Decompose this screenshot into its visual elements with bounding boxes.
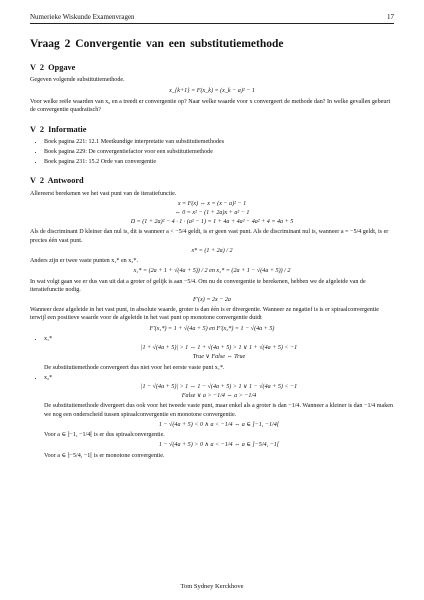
question-title: Vraag 2 Convergentie van een substitutiemethode: [30, 38, 284, 50]
bullet1-text: De substitutiemethode convergeert dus niet voor het eerste vaste punt x₁*.: [44, 364, 225, 371]
antwoord-eq5: x₁* = (2a + 1 + √(4a + 5)) / 2 en x₂* = (2a + 1 − √(4a + 5)) / 2: [133, 268, 291, 275]
section-heading-informatie: V 2 Informatie: [30, 124, 87, 134]
header-rule: [30, 23, 394, 24]
bullet-label: x₁*: [44, 335, 53, 342]
opgave-question: Voor welke reële waarden van x₀ en a treedt er convergentie op? Naar welke waarde voor x convergeert de methode dan? In welke gevallen gebeurt de convergentie quadratisch?: [30, 99, 391, 114]
bullet2-eq3: 1 − √(4a + 5) < 0 ∧ a < −1/4 ⇔ a ∈ ]−1, −1/4[: [158, 421, 280, 428]
antwoord-p1: Allereerst berekenen we het vast punt van de iteratiefunctie.: [30, 190, 177, 197]
page-content: [30, 37, 394, 462]
antwoord-eq7: F′(x₁*) = 1 + √(4a + 5) en F′(x₂*) = 1 − √(4a + 5): [149, 325, 275, 332]
fixed-point-list: [30, 335, 394, 460]
bullet1-eq1: |1 + √(4a + 5)| > 1 ⇔ 1 + √(4a + 5) > 1 ∨ 1 + √(4a + 5) < −1: [140, 345, 298, 352]
running-head-title: Numerieke Wiskunde Examenvragen: [30, 13, 135, 21]
antwoord-eq2: ⇔ 0 = x² − (1 + 2a)x + a² − 1: [174, 210, 250, 217]
list-item: [44, 374, 394, 460]
bullet1-eq2: True ∨ False ⇔ True: [192, 354, 246, 361]
antwoord-eq4: x* = (1 + 2a) / 2: [191, 247, 233, 254]
list-item: [44, 335, 394, 372]
bullet2-eq4: 1 − √(4a + 5) > 0 ∧ a < −1/4 ⇔ a ∈ ]−5/4, −1[: [158, 442, 280, 449]
list-item: • Boek pagina 221: 12.1 Meetkundige interpretatie van substitutiemethodes: [44, 138, 394, 146]
bullet2-eq1: |1 − √(4a + 5)| > 1 ⇔ 1 − √(4a + 5) > 1 ∨ 1 − √(4a + 5) < −1: [140, 383, 298, 390]
antwoord-p2: Als de discriminant D kleiner dan nul is, dit is wanneer a < −5/4 geldt, is er geen vast punt. Als de discriminant nul is, wanneer a = −5/4 geldt, is er precies één vast punt.: [30, 229, 389, 244]
antwoord-p3: Anders zijn er twee vaste punten x₁* en x₂*.: [30, 258, 138, 265]
bullet2-text: De substitutiemethode divergeert dus ook voor het tweede vaste punt, maar enkel als a groter is dan −1/4. Wanneer a kleiner is dan −1/4 maken we nog een onderscheid tussen spiraalconvergentie en monotone convergentie.: [44, 403, 393, 418]
section-heading-opgave: V 2 Opgave: [30, 62, 76, 72]
antwoord-p5: Wanneer deze afgeleide in het vast punt, in absolute waarde, groter is dan één is er divergentie. Wanneer ze negatief is is er spiraalconvergentie terwijl een positieve waarde voor de afgeleide in het vast punt op monotone convergentie duidt: [30, 307, 379, 322]
opgave-intro: Gegeven volgende substitutiemethode.: [30, 76, 125, 83]
antwoord-eq3: D = (1 + 2a)² − 4 · 1 · (a² − 1) = 1 + 4a + 4a² − 4a² + 4 = 4a + 5: [130, 219, 294, 226]
page-footer: Tom Sydney Kerckhove: [180, 583, 244, 590]
bullet2-eq2: False ∨ a > −1/4 ⇔ a > −1/4: [181, 393, 257, 400]
opgave-equation: x_{k+1} = F(x_k) = (x_k − a)² − 1: [169, 87, 255, 94]
bullet2-text2: Voor a ∈ ]−1, −1/4[ is er dus spiraalconvergentie.: [44, 432, 165, 439]
list-item: • Boek pagina 231: 15.2 Orde van convergentie: [44, 158, 394, 166]
bullet2-text3: Voor a ∈ ]−5/4, −1[ is er monotone convergentie.: [44, 452, 165, 459]
running-head: [30, 13, 394, 23]
list-item: • Boek pagina 229: De convergentiefactor voor een substitutiemethode: [44, 148, 394, 156]
informatie-list: [30, 138, 394, 167]
section-heading-antwoord: V 2 Antwoord: [30, 176, 84, 186]
page-number: 17: [387, 13, 394, 21]
antwoord-eq1: x = F(x) ⇔ x = (x − a)² − 1: [177, 200, 247, 207]
antwoord-p4: In wat volgt gaan we er dus van uit dat a groter of gelijk is aan −5/4. Om nu de convergentie te berekenen, hebben we de afgeleide van de iteratiefunctie nodig.: [30, 278, 366, 293]
bullet-label: x₂*: [44, 374, 53, 381]
antwoord-eq6: F′(x) = 2x − 2a: [193, 297, 231, 304]
